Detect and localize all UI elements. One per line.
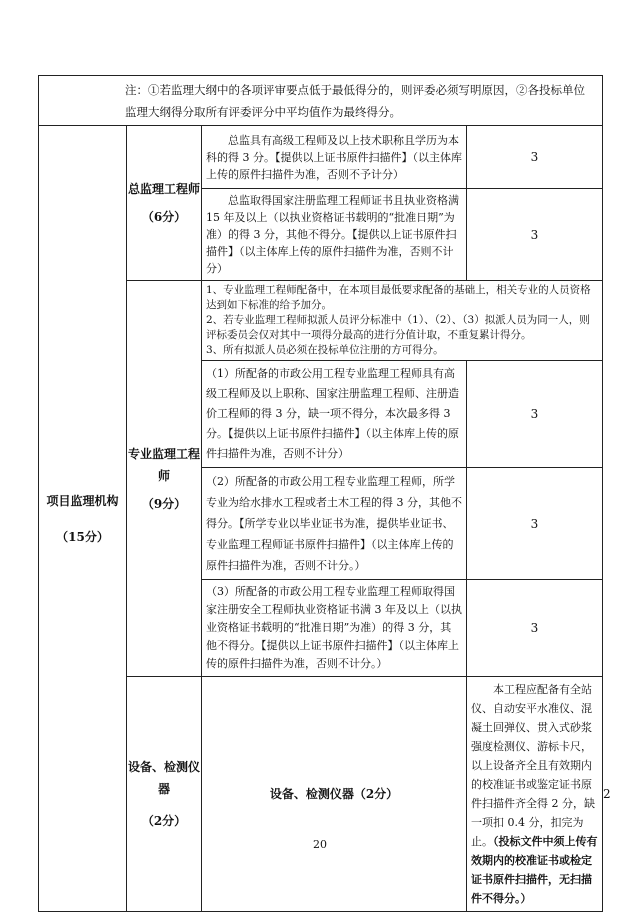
specialist-points: （9分） <box>141 496 187 511</box>
specialist-score-2: 3 <box>467 468 603 580</box>
scoring-table <box>38 75 611 912</box>
equipment-criterion-note: （投标文件中须上传有效期内的校准证书或检定证书原件扫描件，无扫描件不得分。） <box>471 835 598 905</box>
specialist-score-3: 3 <box>467 580 603 677</box>
chief-points: （6分） <box>141 210 187 224</box>
chief-score-2: 3 <box>467 189 603 281</box>
equipment-sub-title: 设备、检测仪器（2分） <box>269 787 399 801</box>
project-org-title: 项目监理机构 <box>46 493 119 508</box>
chief-score-1: 3 <box>467 126 603 189</box>
specialist-cell <box>127 281 202 677</box>
equipment-title: 设备、检测仪器 <box>127 760 200 796</box>
chief-cell <box>127 126 202 281</box>
equipment-points: （2分） <box>141 814 187 828</box>
note-cell <box>39 76 603 126</box>
specialist-criterion-1: （1）所配备的市政公用工程专业监理工程师具有高级工程师及以上职称、国家注册监理工程师、注册造价工程师的得 3 分，缺一项不得分，本次最多得 3 分。【提供以上证书原件扫描件】（以主体库上传的原件扫描件为准，否则不计分） <box>202 361 467 468</box>
specialist-lead-2: 2、若专业监理工程师拟派人员评分标准中（1）、（2）、（3）拟派人员为同一人，则评标委员会仅对其中一项得分最高的进行分值计取，不重复累计得分。 <box>206 314 590 341</box>
specialist-criterion-2: （2）所配备的市政公用工程专业监理工程师，所学专业为给水排水工程或者土木工程的得 3 分，其他不得分。【所学专业以毕业证书为准，提供毕业证书、专业监理工程师证书原件扫描件】（以主体库上传的原件扫描件为准，否则不计分。） <box>202 468 467 580</box>
chief-row-1 <box>39 126 603 189</box>
chief-criterion-2: 总监取得国家注册监理工程师证书且执业资格满 15 年及以上（以执业资格证书载明的“批准日期”为准）的得 3 分，其他不得分。【提供以上证书原件扫描件】（以主体库上传的原件扫描件为准，否则不计分） <box>202 189 467 281</box>
chief-criterion-1: 总监具有高级工程师及以上技术职称且学历为本科的得 3 分。【提供以上证书原件扫描件】（以主体库上传的原件扫描件为准，否则不予计分） <box>202 126 467 189</box>
page-number: 20 <box>313 838 327 851</box>
equipment-criterion-text: 本工程应配备有全站仪、自动安平水准仪、混凝土回弹仪、贯入式砂浆强度检测仪、游标卡尺，以上设备齐全且有效期内的校准证书或鉴定证书原件扫描件齐全得 2 分，缺一项扣 0.4 分，扣完为止。 <box>471 683 595 848</box>
specialist-lead-3: 3、所有拟派人员必须在投标单位注册的方可得分。 <box>206 344 444 356</box>
equipment-sub-cell <box>202 677 467 912</box>
equipment-cell <box>127 677 202 912</box>
specialist-lead-1: 1、专业监理工程师配备中，在本项目最低要求配备的基础上，相关专业的人员资格达到如下标准的给予加分。 <box>206 284 591 311</box>
chief-title: 总监理工程师 <box>127 182 200 196</box>
project-org-cell <box>39 126 127 912</box>
specialist-lead-cell <box>202 281 603 361</box>
note-text: 注：①若监理大纲中的各项评审要点低于最低得分的，则评委必须写明原因，②各投标单位监理大纲得分取所有评委评分中平均值作为最终得分。 <box>125 82 585 119</box>
specialist-title: 专业监理工程师 <box>127 446 200 483</box>
specialist-criterion-3: （3）所配备的市政公用工程专业监理工程师取得国家注册安全工程师执业资格证书满 3 年及以上（以执业资格证书载明的“批准日期”为准）的得 3 分，其他不得分。【提供以上证书原件扫描件】（以主体库上传的原件扫描件为准，否则不计分。） <box>202 580 467 677</box>
project-org-points: （15分） <box>56 529 109 544</box>
note-row <box>39 76 603 126</box>
equipment-row: 设备、检测仪器 （2分） 设备、检测仪器（2分） 本工程应配备有全站仪、自动安平水准仪、混凝土回弹仪、贯入式砂浆强度检测仪、游标卡尺，以上设备齐全且有效期内的校准证书或鉴定证书原件扫描件齐全得 2 分，缺一项扣 0.4 分，扣完为止。（投标文件中须上传有效期内的校准证书或检定证书原件扫描件，无扫描件不得分。） 2 <box>39 677 603 912</box>
specialist-score-1: 3 <box>467 361 603 468</box>
equipment-criterion <box>467 677 603 912</box>
